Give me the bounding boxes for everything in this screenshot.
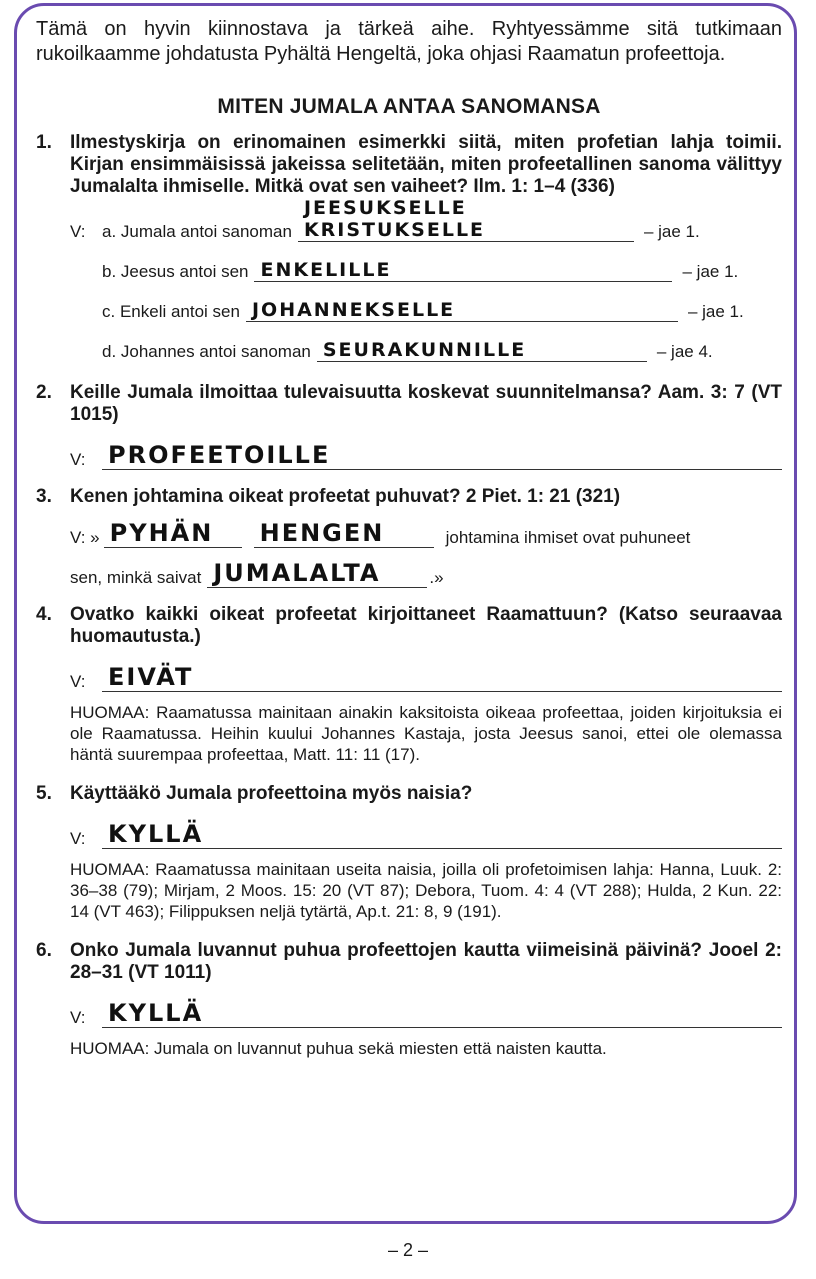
- answer-field-1a[interactable]: [298, 197, 634, 242]
- question-4: [36, 604, 782, 769]
- handwritten-answer: HENGEN: [259, 519, 385, 547]
- handwritten-answer: PROFEETOILLE: [108, 441, 331, 469]
- question-text: Kenen johtamina oikeat profeetat puhuvat? 2 Piet. 1: 21 (321): [70, 486, 621, 507]
- note-text: HUOMAA: Raamatussa mainitaan useita naisia, joilla oli profetoimisen lahja: Hanna, Luuk. 2: 36–38 (79); Mirjam, 2 Moos. 15: 20 (VT 87); Debora, Tuom. 4: 4 (VT 288); Hulda, 2 Kun. 22: 14 (VT 463); Filippuksen neljä tytärtä, Ap.t. 21: 8, 9 (191).: [70, 860, 782, 921]
- worksheet-content: [36, 17, 782, 1073]
- question-text: Ilmestyskirja on erinomainen esimerkki siitä, miten profetian lahja toimii. Kirjan ensimmäisissä jakeissa selitetään, miten profeetallinen sanoma välittyy Jumalalta ihmiselle. Mitkä ovat sen vaiheet? Ilm. 1: 1–4 (336): [70, 132, 782, 197]
- question-2: [36, 382, 782, 470]
- question-text: Onko Jumala luvannut puhua profeettojen kautta viimeisinä päivinä? Jooel 2: 28–31 (VT 1011): [70, 940, 782, 983]
- answer-text: sen, minkä saivat: [70, 568, 202, 587]
- question-number: 5.: [36, 783, 52, 804]
- question-number: 6.: [36, 940, 52, 961]
- handwritten-answer: PYHÄN: [109, 519, 214, 547]
- sub-answer-b-prefix: b. Jeesus antoi sen: [102, 262, 249, 281]
- answer-field-3c[interactable]: [207, 560, 427, 588]
- question-number: 4.: [36, 604, 52, 625]
- verse-ref: – jae 1.: [687, 302, 744, 321]
- note-text: HUOMAA: Raamatussa mainitaan ainakin kaksitoista oikeaa profeettaa, joiden kirjoituksia ei ole Raamatussa. Heihin kuului Johannes Kastaja, josta Jeesus sanoi, ettei ole olemassa häntä suurempaa profeettaa, Matt. 11: 11 (17).: [70, 703, 782, 764]
- handwritten-answer: KYLLÄ: [108, 820, 204, 848]
- answer-field-4[interactable]: [102, 664, 782, 692]
- handwritten-answer: EIVÄT: [108, 663, 194, 691]
- handwritten-answer: JOHANNEKSELLE: [251, 299, 456, 321]
- answer-field-1b[interactable]: [254, 254, 672, 282]
- question-text: Ovatko kaikki oikeat profeetat kirjoittaneet Raamattuun? (Katso seuraavaa huomautusta.): [70, 604, 782, 647]
- question-text: Keille Jumala ilmoittaa tulevaisuutta koskevat suunnitelmansa? Aam. 3: 7 (VT 1015): [70, 382, 782, 425]
- answer-label: V:: [70, 672, 86, 691]
- intro-paragraph: Tämä on hyvin kiinnostava ja tärkeä aihe. Ryhtyessämme sitä tutkimaan rukoilkaamme johdatusta Pyhältä Hengeltä, joka ohjasi Raamatun profeettoja.: [36, 18, 782, 65]
- handwritten-answer: JEESUKSELLE KRISTUKSELLE: [303, 197, 486, 241]
- answer-field-3b[interactable]: [254, 520, 434, 548]
- handwritten-answer: JUMALALTA: [213, 559, 381, 587]
- verse-ref: – jae 4.: [656, 342, 713, 361]
- answer-field-1d[interactable]: [317, 334, 647, 362]
- answer-field-1c[interactable]: [246, 294, 678, 322]
- verse-ref: – jae 1.: [682, 262, 739, 281]
- question-text: Käyttääkö Jumala profeettoina myös naisia?: [70, 783, 473, 804]
- answer-field-3a[interactable]: [104, 520, 242, 548]
- answer-label: V:: [70, 450, 86, 469]
- question-number: 2.: [36, 382, 52, 403]
- page-number: – 2 –: [387, 1240, 429, 1260]
- question-1: [36, 132, 782, 362]
- handwritten-answer: SEURAKUNNILLE: [322, 339, 527, 361]
- answer-text: .»: [429, 568, 444, 587]
- verse-ref: – jae 1.: [643, 222, 700, 241]
- answer-label: V:: [70, 1008, 86, 1027]
- question-number: 1.: [36, 132, 52, 153]
- answer-label: V: »: [70, 528, 100, 547]
- question-6: [36, 940, 782, 1063]
- answer-text: johtamina ihmiset ovat puhuneet: [445, 528, 691, 547]
- question-5: [36, 783, 782, 926]
- sub-answer-a-prefix: a. Jumala antoi sanoman: [102, 222, 292, 241]
- handwritten-answer: ENKELILLE: [260, 259, 392, 281]
- answer-field-5[interactable]: [102, 821, 782, 849]
- handwritten-answer: KYLLÄ: [108, 999, 204, 1027]
- question-number: 3.: [36, 486, 52, 507]
- sub-answer-d-prefix: d. Johannes antoi sanoman: [102, 342, 311, 361]
- question-3: [36, 486, 782, 588]
- answer-label: V:: [70, 829, 86, 848]
- section-heading: MITEN JUMALA ANTAA SANOMANSA: [217, 95, 601, 118]
- sub-answer-c-prefix: c. Enkeli antoi sen: [102, 302, 240, 321]
- answer-label: V:: [70, 222, 86, 241]
- answer-field-2[interactable]: [102, 442, 782, 470]
- note-text: HUOMAA: Jumala on luvannut puhua sekä miesten että naisten kautta.: [70, 1039, 607, 1058]
- answer-field-6[interactable]: [102, 1000, 782, 1028]
